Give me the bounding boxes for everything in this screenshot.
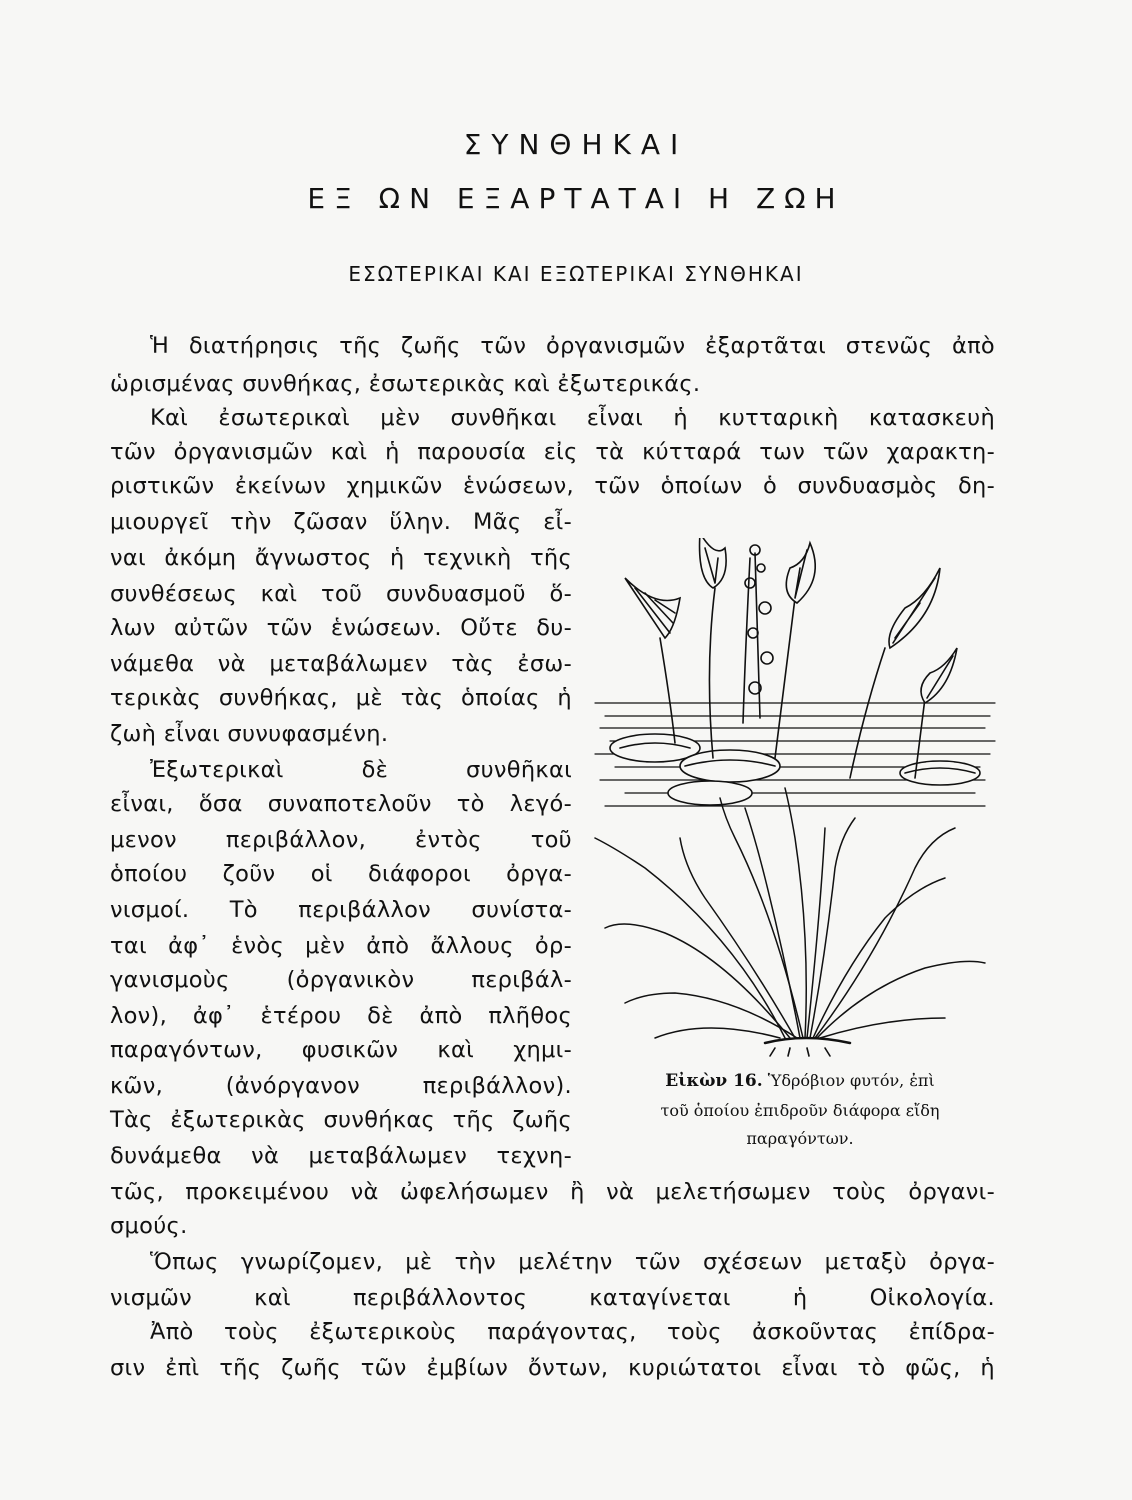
body-line: γανισμοὺς (ὀργανικὸν περιβάλ- [110,967,572,993]
body-line: Ἐξωτερικαὶ δὲ συνθῆκαι [150,757,572,783]
body-line: Ὅπως γνωρίζομεν, μὲ τὴν μελέτην τῶν σχέσεων μεταξὺ ὀργα- [150,1249,995,1275]
body-line: ὡρισμένας συνθήκας, ἐσωτερικὰς καὶ ἐξωτερικάς. [110,371,701,397]
body-line: τῶν ὀργανισμῶν καὶ ἡ παρουσία εἰς τὰ κύτταρά των τῶν χαρακτη- [110,439,995,465]
figure-caption-label: Εἰκὼν 16. [665,1071,763,1091]
body-line: τερικὰς συνθήκας, μὲ τὰς ὁποίας ἡ [110,685,572,711]
chapter-title-line1: ΣΥΝΘΗΚΑΙ [463,128,689,161]
body-line: ται ἀφ᾽ ἑνὸς μὲν ἀπὸ ἄλλους ὀρ- [110,933,572,959]
body-line: μιουργεῖ τὴν ζῶσαν ὕλην. Μᾶς εἶ- [110,509,572,535]
body-line: νισμοί. Τὸ περιβάλλον συνίστα- [110,897,572,923]
figure-caption-line2: τοῦ ὁποίου ἐπιδροῦν διάφορα εἴδη [660,1101,940,1120]
body-line: τῶς, προκειμένου νὰ ὠφελήσωμεν ἢ νὰ μελετήσωμεν τοὺς ὀργανι- [110,1179,995,1205]
body-line: Ἀπὸ τοὺς ἐξωτερικοὺς παράγοντας, τοὺς ἀσκοῦντας ἐπίδρα- [150,1319,995,1345]
body-line: λων αὐτῶν τῶν ἑνώσεων. Οὔτε δυ- [110,615,572,641]
body-line: νισμῶν καὶ περιβάλλοντος καταγίνεται ἡ Οἰκολογία. [110,1285,995,1311]
body-line: μενον περιβάλλον, ἐντὸς τοῦ [110,827,572,853]
figure-caption-line3: παραγόντων. [746,1129,854,1148]
body-line: δυνάμεθα νὰ μεταβάλωμεν τεχνη- [110,1143,572,1169]
body-line: παραγόντων, φυσικῶν καὶ χημι- [110,1037,572,1063]
body-line: ναι ἀκόμη ἄγνωστος ἡ τεχνικὴ τῆς [110,545,572,571]
figure-caption-line1 [600,1071,1000,1091]
aquatic-plant-illustration [585,538,1005,1058]
chapter-title-line2: ΕΞ ΩΝ ΕΞΑΡΤΑΤΑΙ Η ΖΩΗ [307,182,845,215]
body-line: συνθέσεως καὶ τοῦ συνδυασμοῦ ὅ- [110,581,572,607]
chapter-subtitle: ΕΣΩΤΕΡΙΚΑΙ ΚΑΙ ΕΞΩΤΕΡΙΚΑΙ ΣΥΝΘΗΚΑΙ [348,262,804,286]
figure-caption-text: Ὑδρόβιον φυτόν, ἐπὶ [767,1071,935,1090]
body-line: λον), ἀφ᾽ ἑτέρου δὲ ἀπὸ πλῆθος [110,1003,572,1029]
body-line: Ἡ διατήρησις τῆς ζωῆς τῶν ὀργανισμῶν ἐξαρτᾶται στενῶς ἀπὸ [150,333,995,359]
body-line: Τὰς ἐξωτερικὰς συνθήκας τῆς ζωῆς [110,1107,572,1133]
body-line: νάμεθα νὰ μεταβάλωμεν τὰς ἐσω- [110,651,572,677]
body-line: κῶν, (ἀνόργανον περιβάλλον). [110,1073,572,1099]
body-line: ριστικῶν ἐκείνων χημικῶν ἑνώσεων, τῶν ὁποίων ὁ συνδυασμὸς δη- [110,473,995,499]
body-line: σιν ἐπὶ τῆς ζωῆς τῶν ἐμβίων ὄντων, κυριώτατοι εἶναι τὸ φῶς, ἡ [110,1355,995,1381]
body-line: σμούς. [110,1213,188,1239]
body-line: εἶναι, ὅσα συναποτελοῦν τὸ λεγό- [110,791,572,817]
body-line: Καὶ ἐσωτερικαὶ μὲν συνθῆκαι εἶναι ἡ κυτταρικὴ κατασκευὴ [150,405,995,431]
body-line: ζωὴ εἶναι συνυφασμένη. [110,721,389,747]
body-line: ὁποίου ζοῦν οἱ διάφοροι ὀργα- [110,861,572,887]
